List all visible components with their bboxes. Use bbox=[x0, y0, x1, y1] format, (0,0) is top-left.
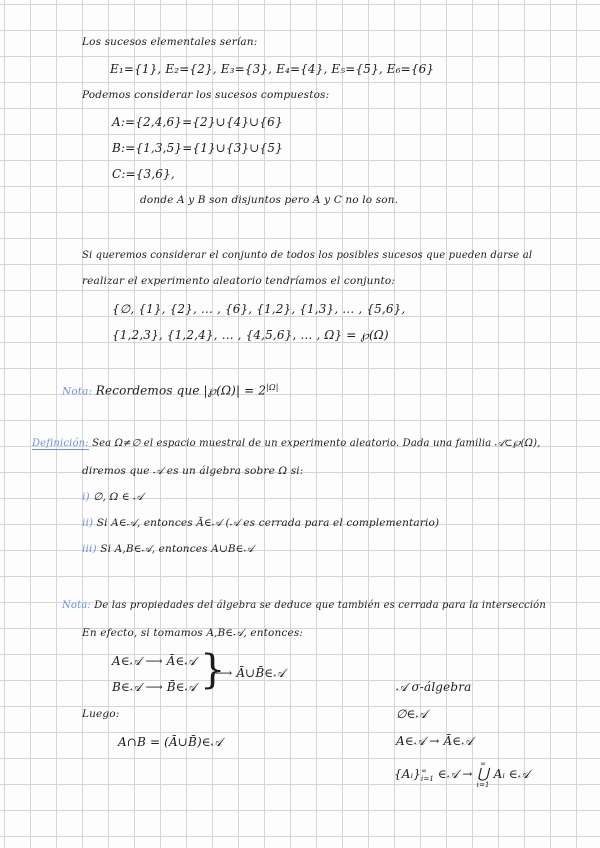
nota-text: De las propiedades del álgebra se deduce que también es cerrada para la intersección bbox=[94, 600, 546, 611]
set-c-definition: C:={3,6}, bbox=[112, 167, 175, 181]
nota-exponent: |Ω| bbox=[266, 383, 279, 392]
set-b-definition: B:={1,3,5}={1}∪{3}∪{5} bbox=[112, 141, 283, 155]
sigma-axiom-1: ∅∈𝒜 bbox=[396, 707, 428, 721]
definition-line-1 bbox=[32, 438, 540, 449]
axiom-item bbox=[82, 543, 254, 556]
sigma-union-symbol: ⋃ bbox=[477, 766, 489, 782]
elementary-events: E₁={1}, E₂={2}, E₃={3}, E₄={4}, E₅={5}, E₆={6} bbox=[110, 62, 435, 76]
nota-cardinality bbox=[62, 383, 279, 398]
axiom-mark: i) bbox=[82, 491, 90, 503]
set-a-definition: A:={2,4,6}={2}∪{4}∪{6} bbox=[112, 115, 283, 129]
sigma-axiom-3 bbox=[394, 760, 529, 789]
luego-label: Luego: bbox=[82, 708, 120, 720]
sigma-member: ∈𝒜 → bbox=[433, 767, 477, 781]
axiom-text: Si A,B∈𝒜, entonces A∪B∈𝒜 bbox=[100, 543, 254, 555]
axiom-text: Si A∈𝒜, entonces Ā∈𝒜 (𝒜 es cerrada para el complementario) bbox=[96, 517, 440, 529]
definition-label: Definición: bbox=[32, 438, 89, 449]
power-set-line-1: {∅, {1}, {2}, … , {6}, {1,2}, {1,3}, … , {5,6}, bbox=[112, 302, 406, 316]
sigma-algebra-title: 𝒜 σ-álgebra bbox=[396, 680, 472, 694]
power-set-line-2: {1,2,3}, {1,2,4}, … , {4,5,6}, … , Ω} = ℘(Ω) bbox=[112, 328, 389, 342]
text-line: realizar el experimento aleatorio tendríamos el conjunto: bbox=[82, 275, 396, 287]
axiom-mark: iii) bbox=[82, 543, 97, 555]
text-line: Si queremos considerar el conjunto de todos los posibles sucesos que pueden darse al bbox=[82, 250, 533, 261]
axiom-item bbox=[82, 517, 439, 530]
implication-b: B∈𝒜 ⟶ B̄∈𝒜 bbox=[112, 680, 197, 694]
sigma-seq-sup: ∞ bbox=[420, 766, 427, 775]
text-line: Los sucesos elementales serían: bbox=[82, 36, 258, 48]
intersection-result: A∩B = (Ā∪B̄)∈𝒜 bbox=[118, 735, 223, 749]
text-line: Podemos considerar los sucesos compuestos: bbox=[82, 89, 330, 101]
nota-label: Nota: bbox=[62, 385, 93, 398]
sigma-union-sup: ∞ bbox=[480, 760, 487, 768]
sigma-sequence: {Aᵢ} bbox=[394, 767, 421, 781]
sigma-union-member: Aᵢ ∈𝒜 bbox=[489, 767, 530, 781]
nota-text: Recordemos que |℘(Ω)| = 2 bbox=[95, 383, 267, 398]
definition-line-2: diremos que 𝒜 es un álgebra sobre Ω si: bbox=[82, 465, 304, 477]
implication-result: ⟶ Ā∪B̄∈𝒜 bbox=[215, 666, 285, 680]
nota-intersection-line-1 bbox=[62, 600, 546, 611]
text-line: donde A y B son disjuntos pero A y C no lo son. bbox=[140, 194, 399, 206]
sigma-union-sub: i=1 bbox=[476, 781, 490, 789]
axiom-item bbox=[82, 491, 143, 504]
axiom-mark: ii) bbox=[82, 517, 94, 529]
axiom-text: ∅, Ω ∈ 𝒜 bbox=[93, 491, 144, 503]
implication-a: A∈𝒜 ⟶ Ā∈𝒜 bbox=[112, 654, 196, 668]
nota-intersection-line-2: En efecto, si tomamos A,B∈𝒜, entonces: bbox=[82, 627, 304, 639]
sigma-seq-sub: i=1 bbox=[420, 774, 434, 783]
definition-text: Sea Ω≠∅ el espacio muestral de un experimento aleatorio. Dada una familia 𝒜⊂℘(Ω), bbox=[92, 438, 541, 449]
sigma-axiom-2: A∈𝒜 → Ā∈𝒜 bbox=[396, 734, 473, 748]
right-brace: } bbox=[200, 647, 226, 693]
nota-label: Nota: bbox=[62, 600, 91, 611]
